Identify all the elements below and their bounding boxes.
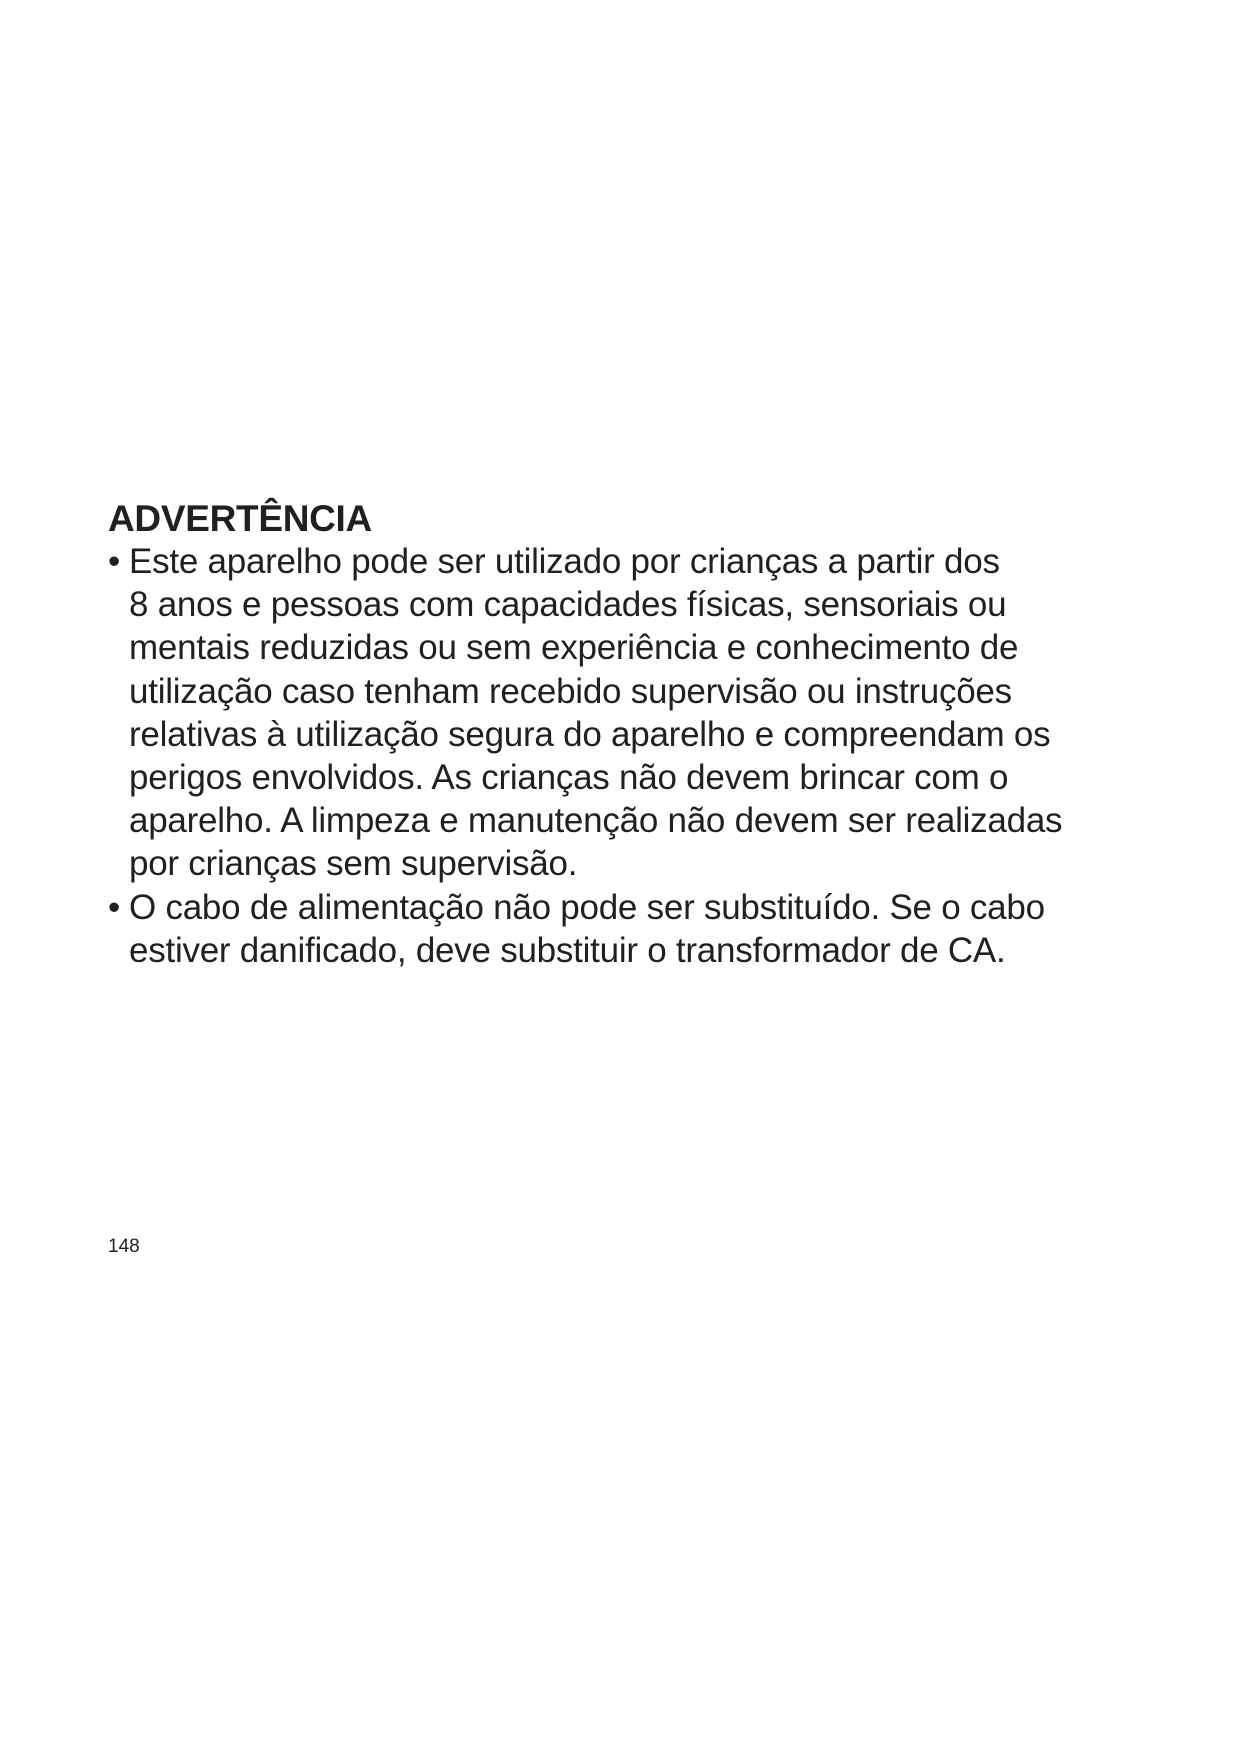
warning-item-children-supervision: [108, 540, 1148, 886]
warning-item-line: Este aparelho pode ser utilizado por crianças a partir dos: [129, 542, 1000, 581]
warning-item-line: mentais reduzidas ou sem experiência e conhecimento de: [129, 628, 1019, 668]
warning-list: [108, 540, 1148, 972]
warning-item-line: O cabo de alimentação não pode ser substituído. Se o cabo: [129, 887, 1045, 927]
warning-section: [108, 496, 1148, 972]
warning-item-power-cable: [108, 886, 1148, 972]
warning-item-line: perigos envolvidos. As crianças não devem brincar com o: [129, 758, 1009, 798]
warning-item-line: estiver danificado, deve substituir o transformador de CA.: [129, 930, 1006, 970]
bullet-icon: •: [108, 542, 121, 581]
warning-title: ADVERTÊNCIA: [108, 498, 372, 539]
warning-item-line: por crianças sem supervisão.: [129, 844, 578, 884]
warning-item-line: aparelho. A limpeza e manutenção não devem ser realizadas: [129, 801, 1063, 841]
warning-item-line: relativas à utilização segura do aparelho e compreendam os: [129, 714, 1051, 754]
warning-item-line: utilização caso tenham recebido supervisão ou instruções: [129, 671, 1012, 711]
warning-item-line: 8 anos e pessoas com capacidades físicas, sensoriais ou: [129, 585, 1007, 625]
bullet-icon: •: [108, 887, 121, 927]
page-number: 148: [108, 1236, 140, 1257]
